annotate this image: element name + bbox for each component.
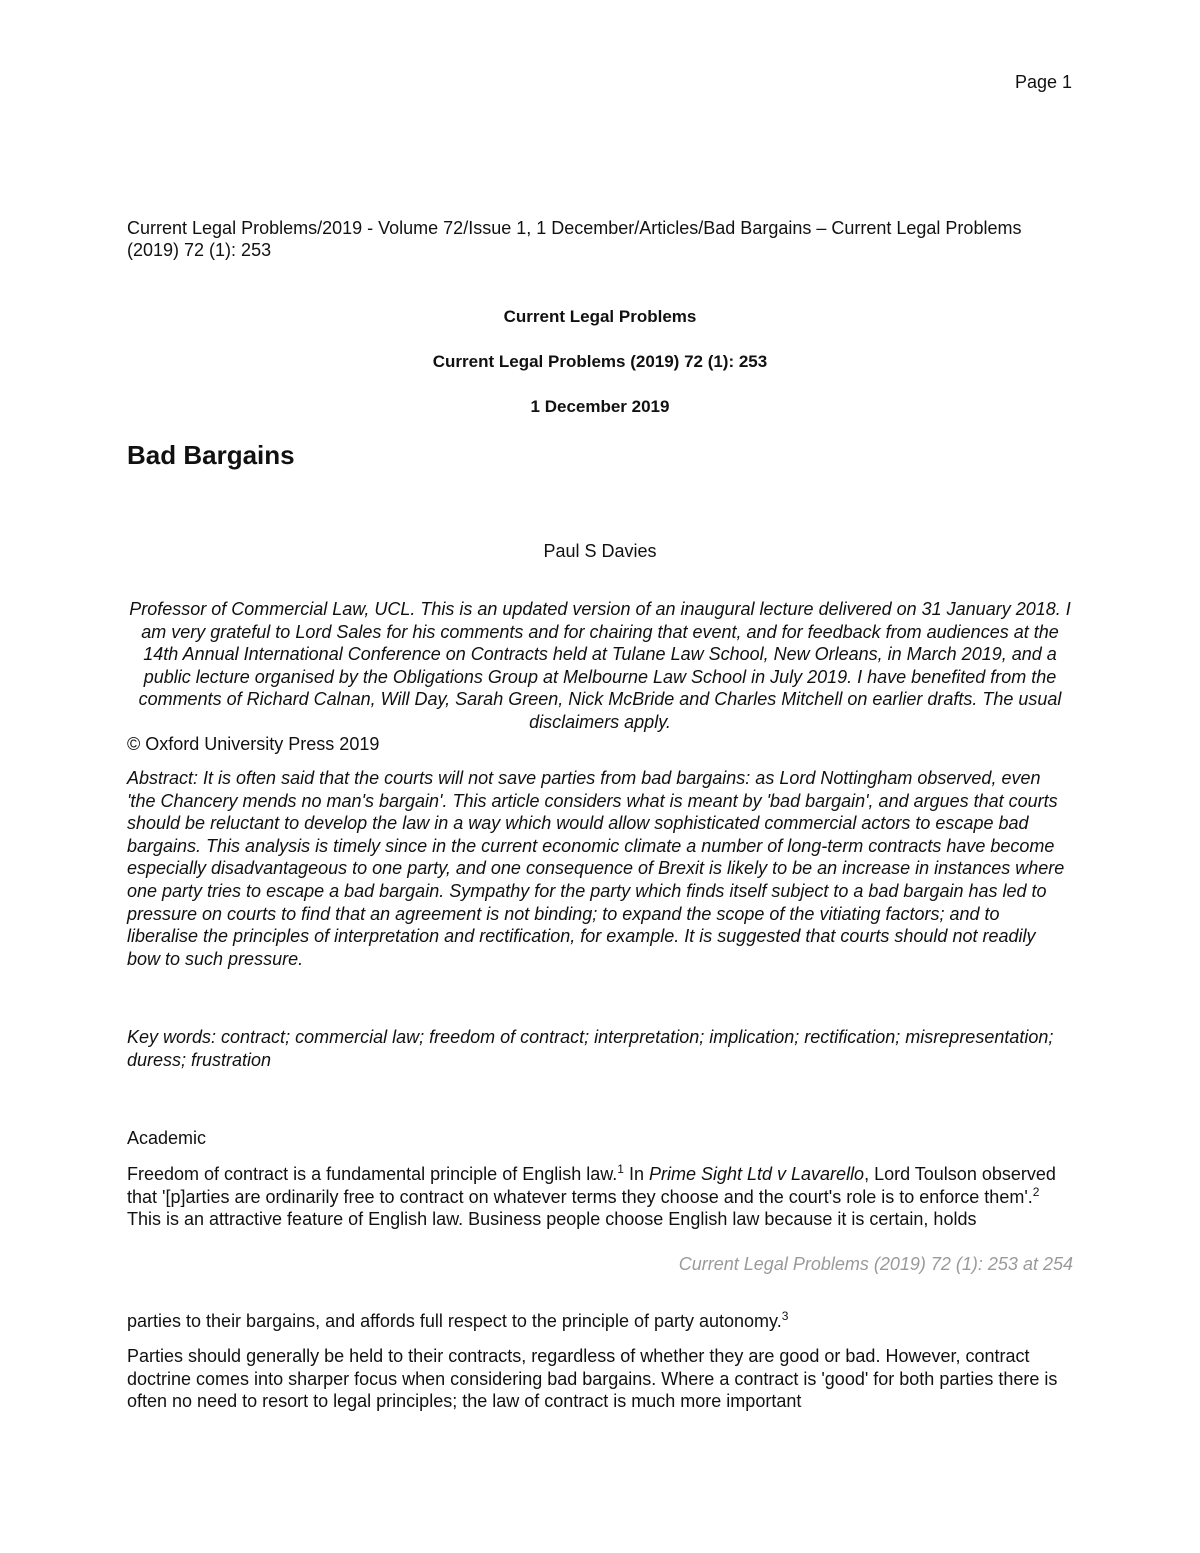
citation: Current Legal Problems (2019) 72 (1): 253 <box>432 352 768 371</box>
publication-date: 1 December 2019 <box>530 397 670 416</box>
para1-text-a: Freedom of contract is a fundamental principle of English law. <box>127 1164 618 1184</box>
copyright-notice: © Oxford University Press 2019 <box>127 734 380 754</box>
section-heading: Academic <box>127 1128 207 1148</box>
breadcrumb: Current Legal Problems/2019 - Volume 72/Issue 1, 1 December/Articles/Bad Bargains – Current Legal Problems (2019) 72 (1): 253 <box>127 218 1022 260</box>
para1-text-d: This is an attractive feature of English law. Business people choose English law because it is certain, holds <box>127 1209 977 1230</box>
footnote-ref-3[interactable]: 3 <box>781 1309 789 1323</box>
para1-text-b: In <box>623 1164 649 1184</box>
footnote-ref-1[interactable]: 1 <box>617 1162 624 1176</box>
para2-text: parties to their bargains, and affords full respect to the principle of party autonomy. <box>127 1311 782 1331</box>
para1-text-c: , Lord Toulson observed that '[p]arties are ordinarily free to contract on whatever terms they choose and the court's role is to enforce them'. <box>127 1164 1056 1207</box>
page-reference: Current Legal Problems (2019) 72 (1): 253 at 254 <box>678 1254 1073 1274</box>
page-number: Page 1 <box>1014 72 1072 92</box>
keywords: Key words: contract; commercial law; freedom of contract; interpretation; implication; rectification; misrepresentation; duress; frustration <box>127 1027 1054 1070</box>
journal-name: Current Legal Problems <box>503 307 697 326</box>
article-title: Bad Bargains <box>127 440 295 470</box>
case-name: Prime Sight Ltd v Lavarello <box>648 1164 865 1184</box>
body-paragraph-3: Parties should generally be held to their contracts, regardless of whether they are good or bad. However, contract doctrine comes into sharper focus when considering bad bargains. Where a contract is 'good' for both parties there is often no need to resort to legal principles; the law of contract is much more important <box>127 1346 1058 1412</box>
footnote-ref-2[interactable]: 2 <box>1032 1184 1040 1199</box>
author-note: Professor of Commercial Law, UCL. This is an updated version of an inaugural lecture delivered on 31 January 2018. I am very grateful to Lord Sales for his comments and for chairing that event, and for feedback from audiences at the 14th Annual International Conference on Contracts held at Tulane Law School, New Orleans, in March 2019, and a public lecture organised by the Obligations Group at Melbourne Law School in July 2019. I have benefited from the comments of Richard Calnan, Will Day, Sarah Green, Nick McBride and Charles Mitchell on earlier drafts. The usual disclaimers apply. <box>129 599 1071 732</box>
author-name: Paul S Davies <box>543 541 657 561</box>
abstract: Abstract: It is often said that the courts will not save parties from bad bargains: as Lord Nottingham observed, even 'the Chancery mends no man's bargain'. This article considers what is meant by 'bad bargain', and argues that courts should be reluctant to develop the law in a way which would allow sophisticated commercial actors to escape bad bargains. This analysis is timely since in the current economic climate a number of long-term contracts have become especially disadvantageous to one party, and one consequence of Brexit is likely to be an increase in instances where one party tries to escape a bad bargain. Sympathy for the party which finds itself subject to a bad bargain has led to pressure on courts to find that an agreement is not binding; to expand the scope of the vitiating factors; and to liberalise the principles of interpretation and rectification, for example. It is suggested that courts should not readily bow to such pressure. <box>127 768 1065 969</box>
body-paragraph-2 <box>127 1310 1073 1333</box>
body-paragraph-1 <box>127 1163 1073 1231</box>
